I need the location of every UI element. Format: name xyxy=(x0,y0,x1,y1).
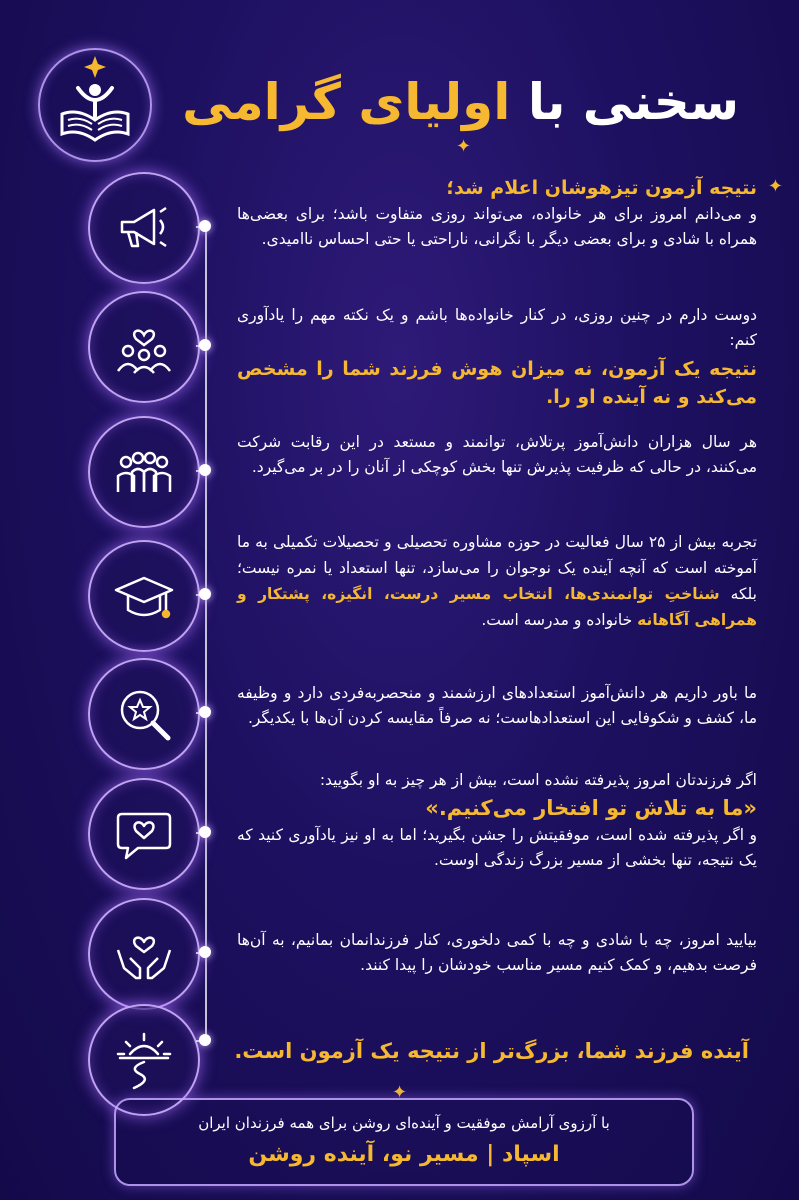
sparkle-icon: ✦ xyxy=(456,136,472,157)
page-title xyxy=(179,62,739,142)
section-gold-text: شناختِ توانمندی‌ها، انتخاب مسیر درست، انگیزه، پشتکار و همراهی آگاهانه xyxy=(237,585,757,629)
section-experience xyxy=(237,529,757,633)
logo xyxy=(38,48,152,162)
section-text: هر سال هزاران دانش‌آموز پرتلاش، توانمند و مستعد در این رقابت شرکت می‌کنند، در حالی که ظرفیت پذیرش تنها بخش کوچکی از آنان را در بر می‌گیرد. xyxy=(237,433,757,476)
book-reader-logo-icon xyxy=(40,50,150,160)
heart-chat-circle xyxy=(88,778,200,890)
group-people-icon xyxy=(114,442,174,502)
hands-circle xyxy=(88,898,200,1010)
section-highlight: نتیجه یک آزمون، نه میزان هوش فرزند شما را مشخص می‌کند و نه آینده او را. xyxy=(237,358,757,408)
megaphone-icon xyxy=(114,198,174,258)
group-circle xyxy=(88,416,200,528)
title-part-2: اولیای گرامی xyxy=(182,73,511,131)
section-result-announced xyxy=(237,174,783,252)
title-part-1: سخنی با xyxy=(527,73,739,131)
section-text-after: و اگر پذیرفته شده است، موفقیتش را جشن بگیرید؛ اما به او نیز یادآوری کنید که یک نتیجه، تنها بخشی از مسیر بزرگ زندگی اوست. xyxy=(237,826,757,869)
section-text: بیایید امروز، چه با شادی و چه با کمی دلخوری، کنار فرزندانمان بمانیم، به آن‌ها فرصت بدهیم، و کمک کنیم مسیر مناسب خودشان را پیدا کنند. xyxy=(237,931,757,974)
footer-slogan: اسپاد | مسیر نو، آینده روشن xyxy=(248,1142,560,1167)
family-circle xyxy=(88,291,200,403)
megaphone-circle xyxy=(88,172,200,284)
star-search-circle xyxy=(88,658,200,770)
hands-heart-icon xyxy=(114,924,174,984)
section-tell-child xyxy=(237,768,757,873)
closing-statement: آینده فرزند شما، بزرگ‌تر از نتیجه یک آزمون است. xyxy=(234,1039,749,1063)
footer-wish: با آرزوی آرامش موفقیت و آینده‌ای روشن برای همه فرزندان ایران xyxy=(198,1114,610,1132)
star-magnifier-icon xyxy=(114,684,174,744)
section-text: ما باور داریم هر دانش‌آموز استعدادهای ارزشمند و منحصربه‌فردی دارد و وظیفه ما، کشف و شکوفایی این استعدادهاست؛ نه صرفاً مقایسه کردن آن‌ها با یکدیگر. xyxy=(237,684,757,727)
section-competition xyxy=(237,430,757,480)
section-text: اگر فرزندتان امروز پذیرفته نشده است، بیش از هر چیز به او بگویید: xyxy=(319,771,757,789)
section-belief xyxy=(237,681,757,731)
section-text: و می‌دانم امروز برای هر خانواده، می‌تواند روزی متفاوت باشد؛ برای بعضی‌ها همراه با شادی و برای بعضی دیگر با نگرانی، ناراحتی یا حتی احساس ناامیدی. xyxy=(237,205,757,248)
cap-circle xyxy=(88,540,200,652)
family-heart-icon xyxy=(114,317,174,377)
section-stay-together xyxy=(237,928,757,978)
section-reminder xyxy=(237,303,757,411)
section-heading: نتیجه آزمون تیزهوشان اعلام شد؛ xyxy=(446,177,757,199)
graduation-cap-icon xyxy=(114,566,174,626)
heart-chat-icon xyxy=(114,804,174,864)
footer-box xyxy=(114,1098,694,1186)
section-text: دوست دارم در چنین روزی، در کنار خانواده‌ها باشم و یک نکته مهم را یادآوری کنم: xyxy=(237,306,757,349)
sparkle-icon: ✦ xyxy=(392,1082,408,1103)
section-text: تجربه بیش از ۲۵ سال فعالیت در حوزه مشاوره تحصیلی و تحصیلات تکمیلی به ما آموخته است که آنچه آینده یک نوجوان را می‌سازد، تنها استعداد یا نمره نیست؛ بلکه شناختِ توانمندی‌ها، انتخاب مسیر درست، انگیزه، پشتکار و همراهی آگاهانه خانواده و مدرسه است. xyxy=(237,533,757,629)
section-quote: «ما به تلاش تو افتخار می‌کنیم.» xyxy=(425,796,757,820)
sparkle-icon: ✦ xyxy=(767,176,783,197)
